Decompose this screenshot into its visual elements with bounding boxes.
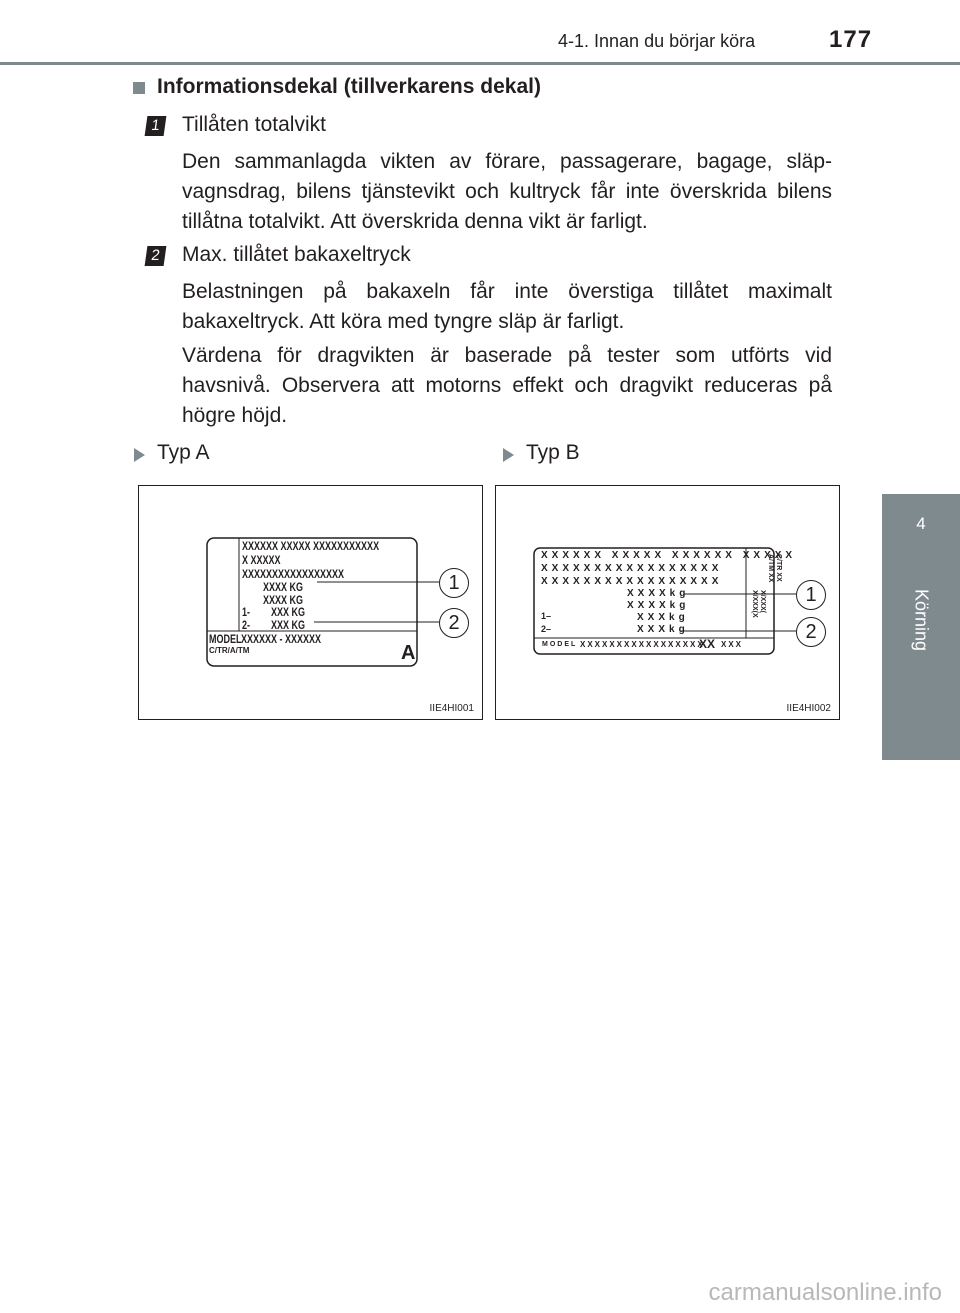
- caption-arrow-icon: [134, 448, 145, 462]
- item-2-number-badge: 2: [145, 246, 167, 266]
- label-a-model: MODEL: [209, 632, 242, 646]
- item-1-paragraph: Den sammanlagda vikten av förare, passagerare, bagage, släp-vagnsdrag, bilens tjänstevikt och kultryck får inte överskrida bilens tillåtna totalvikt. Att överskrida denna vikt är farligt.: [182, 150, 832, 233]
- section-heading: Informationsdekal (tillverkarens dekal): [157, 75, 541, 98]
- watermark: carmanualsonline.info: [708, 1279, 942, 1306]
- label-b-kg-2: XXXXkg: [627, 600, 690, 611]
- label-b-vert-3: X/XXX(: [759, 590, 766, 613]
- label-a-model-value: XXXXXX - XXXXXX: [241, 632, 322, 646]
- page-number: 177: [829, 26, 873, 53]
- header-rule: [0, 62, 960, 65]
- label-a-line-1: XXXXXX XXXXX XXXXXXXXXXX: [242, 539, 380, 553]
- label-b-line-2: XXXXXXXXXXXXXXXXX: [541, 563, 723, 574]
- figure-a-label-illustration: [138, 485, 483, 720]
- callout-2: 2: [796, 617, 826, 647]
- label-a-axle-2: 2-: [242, 618, 251, 632]
- label-b-kg-1: XXXXkg: [627, 588, 690, 599]
- item-2-title: Max. tillåtet bakaxeltryck: [182, 243, 411, 266]
- label-b-xx: XX: [699, 637, 716, 651]
- section-title: 4-1. Innan du börjar köra: [558, 31, 756, 51]
- figure-a-caption: Typ A: [157, 441, 210, 464]
- label-b-xxx: XXX: [721, 640, 744, 649]
- callout-1: 1: [796, 580, 826, 610]
- chapter-label: [882, 580, 960, 660]
- callout-2: 2: [439, 608, 469, 638]
- label-b-model: MODEL: [542, 641, 578, 648]
- chapter-number: 4: [916, 514, 926, 533]
- label-b-vert-2: A/TM XX: [767, 554, 774, 583]
- label-a-kg-1: XXXX KG: [263, 580, 304, 594]
- figure-a-drawing: [139, 486, 482, 719]
- callout-1: 1: [439, 568, 469, 598]
- label-b-vert-1: C/TR XX: [775, 554, 782, 582]
- label-b-axle-2: 2–: [541, 624, 552, 634]
- label-a-axle-2-kg: XXX KG: [271, 618, 306, 632]
- item-2-paragraph-2: Värdena för dragvikten är baserade på tester som utförts vid havsnivå. Observera att motorns effekt och dragvikt reduceras på högre höjd.: [182, 344, 832, 427]
- label-a-axle-1-kg: XXX KG: [271, 605, 306, 619]
- label-a-line-3: XXXXXXXXXXXXXXXXX: [242, 567, 345, 581]
- label-a-axle-1: 1-: [242, 605, 251, 619]
- figure-b-caption: Typ B: [526, 441, 580, 464]
- figure-a-code: IIE4HI001: [429, 703, 474, 714]
- label-b-axle-2-kg: XXXkg: [637, 624, 689, 635]
- figure-b-code: IIE4HI002: [786, 703, 831, 714]
- label-a-line-2: X XXXXX: [242, 553, 281, 567]
- caption-arrow-icon: [503, 448, 514, 462]
- label-a-letter: A: [401, 642, 416, 664]
- figure-b-label-illustration: [495, 485, 840, 720]
- chapter-label-text: Körning: [911, 588, 932, 652]
- label-a-trans: C/TR/A/TM: [209, 646, 250, 655]
- label-b-model-value: XXXXXXXXXXXXXXXXX: [580, 640, 705, 649]
- item-1-number-badge: 1: [145, 116, 167, 136]
- label-b-vert-4: X/XXX(X: [751, 590, 758, 618]
- item-1-title: Tillåten totalvikt: [182, 113, 326, 136]
- heading-square-icon: [133, 82, 145, 94]
- label-b-axle-1-kg: XXXkg: [637, 612, 689, 623]
- label-b-line-1: XXXXXX XXXXX XXXXXX XXXXX: [541, 550, 797, 561]
- label-b-line-3: XXXXXXXXXXXXXXXXX: [541, 576, 723, 587]
- item-2-paragraph-1: Belastningen på bakaxeln får inte överstiga tillåtet maximalt bakaxeltryck. Att köra med tyngre släp är farligt.: [182, 280, 832, 333]
- label-b-axle-1: 1–: [541, 611, 552, 621]
- label-a-kg-2: XXXX KG: [263, 593, 304, 607]
